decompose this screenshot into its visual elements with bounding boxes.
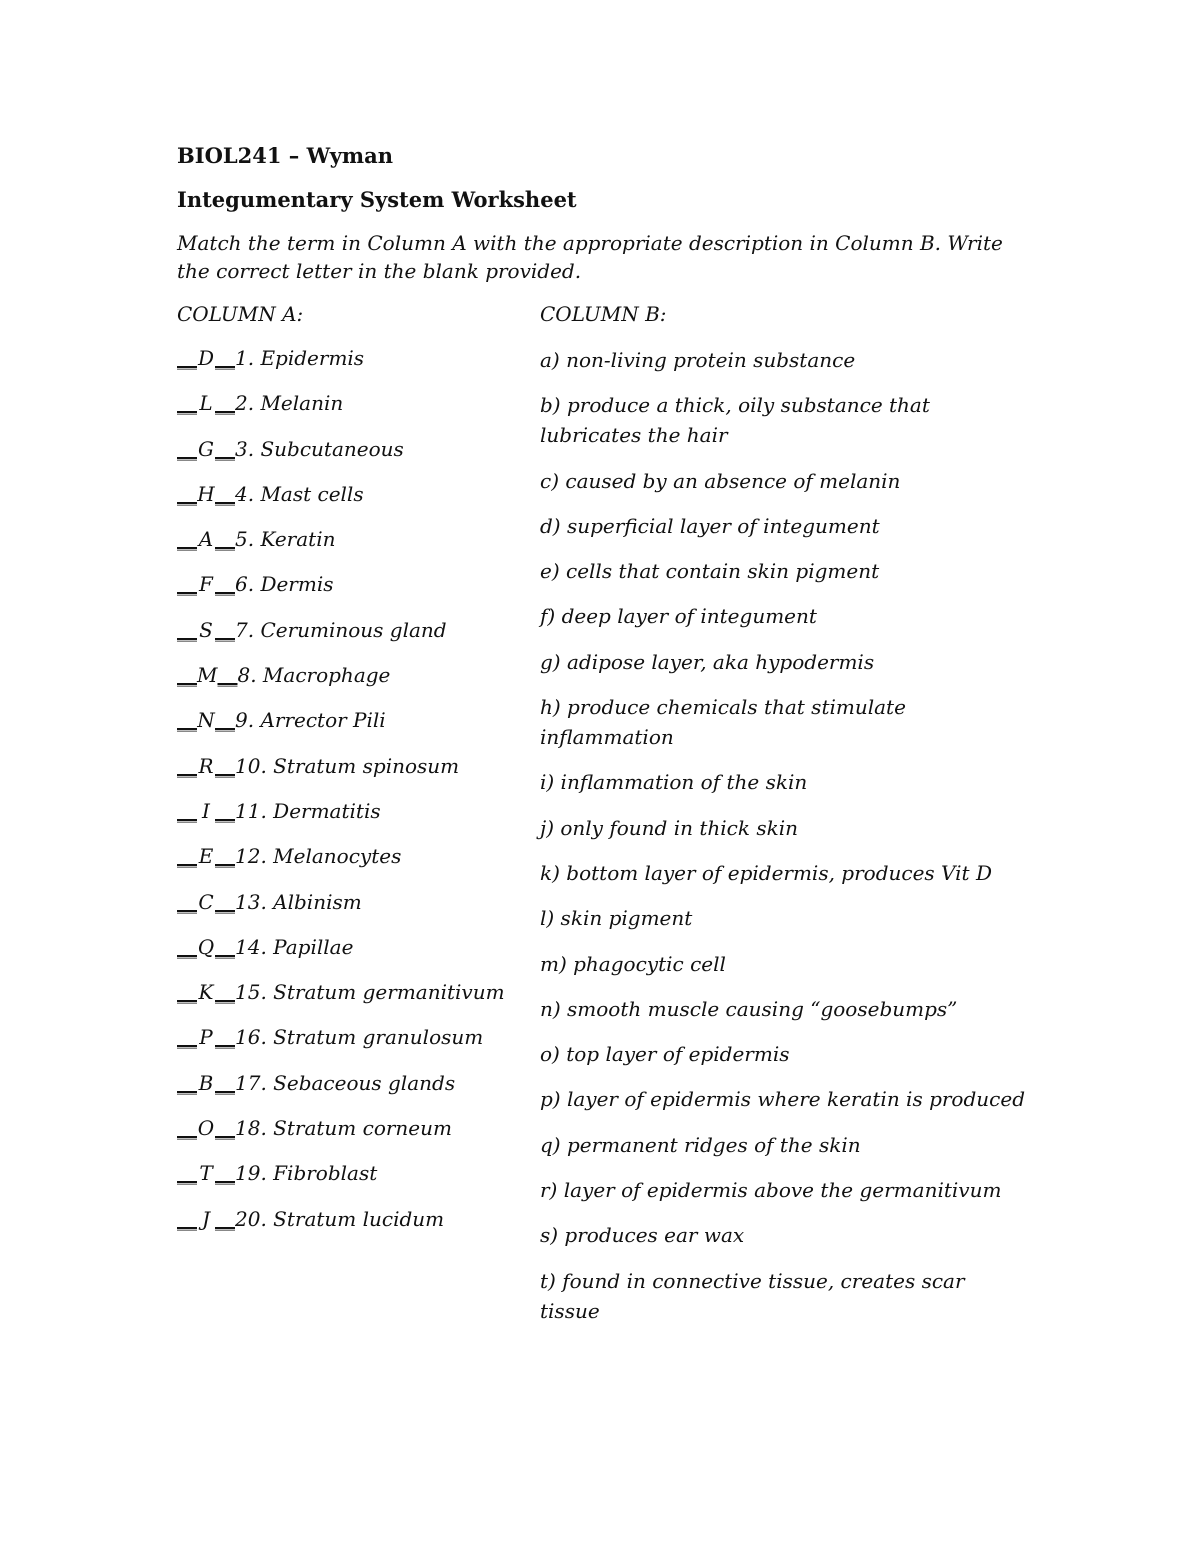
answer-blank[interactable]: __Q__ [177, 934, 235, 959]
answer-blank[interactable]: __E__ [177, 844, 235, 869]
answer-blank[interactable]: __ F __ [177, 572, 235, 597]
answer-blank[interactable]: __N__ [177, 708, 235, 733]
description-item: j) only found in thick skin [540, 815, 798, 840]
description-item: d) superficial layer of integument [540, 513, 880, 538]
description-item: m) phagocytic cell [540, 951, 726, 976]
answer-blank[interactable]: __ I __ [177, 798, 235, 823]
term-item [177, 1070, 505, 1115]
term-item [177, 436, 505, 481]
answer-blank[interactable]: __R__ [177, 753, 235, 778]
description-item: n) smooth muscle causing “goosebumps” [540, 996, 958, 1021]
term-item [177, 390, 505, 435]
term-label: 7. Ceruminous gland [235, 617, 447, 642]
term-item [177, 707, 505, 752]
term-item [177, 1160, 505, 1205]
description-item: q) permanent ridges of the skin [540, 1132, 861, 1157]
description-item: k) bottom layer of epidermis, produces Vit D [540, 860, 992, 885]
term-label: 16. Stratum granulosum [235, 1025, 484, 1050]
term-item [177, 1206, 505, 1251]
term-item [177, 345, 505, 390]
term-label: 2. Melanin [235, 391, 344, 416]
term-item [177, 662, 505, 707]
term-item [177, 798, 505, 843]
term-label: 18. Stratum corneum [235, 1116, 452, 1141]
term-label: 5. Keratin [235, 527, 336, 552]
term-label: 19. Fibroblast [235, 1161, 378, 1186]
term-item [177, 843, 505, 888]
term-item [177, 934, 505, 979]
description-item: e) cells that contain skin pigment [540, 559, 880, 584]
answer-blank[interactable]: __D__ [177, 346, 235, 370]
answer-blank[interactable]: __ S __ [177, 617, 235, 642]
column-a-header: COLUMN A: [177, 302, 304, 326]
description-item: i) inflammation of the skin [540, 770, 808, 795]
description-item: a) non-living protein substance [540, 348, 856, 372]
term-item [177, 571, 505, 616]
term-label: 6. Dermis [235, 572, 334, 597]
description-item: l) skin pigment [540, 906, 693, 931]
term-label: 15. Stratum germanitivum [235, 980, 505, 1005]
term-label: 10. Stratum spinosum [235, 753, 460, 778]
term-item [177, 617, 505, 662]
column-a-list [177, 345, 505, 1251]
answer-blank[interactable]: __C__ [177, 889, 235, 914]
answer-blank[interactable]: __G__ [177, 436, 235, 461]
description-item: g) adipose layer, aka hypodermis [540, 649, 875, 674]
term-label: 8. Macrophage [237, 663, 391, 688]
term-label: 20. Stratum lucidum [235, 1206, 445, 1231]
answer-blank[interactable]: __M__ [177, 663, 238, 688]
term-label: 3. Subcutaneous [235, 436, 404, 461]
description-item: p) layer of epidermis where keratin is produced [540, 1087, 1025, 1112]
description-item: h) produce chemicals that stimulate inflammation [540, 695, 906, 750]
description-item: b) produce a thick, oily substance that lubricates the hair [540, 393, 930, 448]
term-label: 9. Arrector Pili [235, 708, 386, 733]
answer-blank[interactable]: __ P __ [177, 1025, 235, 1050]
description-item: c) caused by an absence of melanin [540, 468, 901, 493]
term-label: 4. Mast cells [235, 481, 364, 506]
term-label: 14. Papillae [235, 934, 354, 959]
term-item [177, 1115, 505, 1160]
answer-blank[interactable]: __H__ [177, 481, 235, 506]
description-item: s) produces ear wax [540, 1223, 745, 1248]
term-item [177, 1024, 505, 1069]
answer-blank[interactable]: __ J __ [177, 1206, 235, 1231]
column-b-list [540, 345, 1030, 1341]
term-label: 17. Sebaceous glands [235, 1070, 456, 1095]
answer-blank[interactable]: __ L __ [177, 391, 235, 416]
term-label: 1. Epidermis [235, 346, 365, 370]
term-label: 11. Dermatitis [235, 798, 381, 823]
term-item [177, 753, 505, 798]
answer-blank[interactable]: __A__ [177, 527, 235, 552]
answer-blank[interactable]: __K__ [177, 980, 235, 1005]
term-item [177, 979, 505, 1024]
instructions: Match the term in Column A with the appropriate description in Column B. Write the correct letter in the blank provided. [177, 231, 1003, 283]
column-b-header: COLUMN B: [540, 302, 667, 326]
description-item: r) layer of epidermis above the germanitivum [540, 1178, 1002, 1203]
term-item [177, 526, 505, 571]
answer-blank[interactable]: __ T __ [177, 1161, 235, 1186]
term-label: 12. Melanocytes [235, 844, 402, 869]
term-item [177, 481, 505, 526]
description-item: f) deep layer of integument [540, 604, 817, 629]
description-item: t) found in connective tissue, creates scar tissue [540, 1268, 965, 1323]
term-item [177, 889, 505, 934]
course-title: BIOL241 – Wyman [177, 143, 394, 168]
description-item: o) top layer of epidermis [540, 1042, 790, 1067]
term-label: 13. Albinism [235, 889, 362, 914]
answer-blank[interactable]: __B__ [177, 1070, 235, 1095]
answer-blank[interactable]: __O__ [177, 1116, 235, 1141]
worksheet-title: Integumentary System Worksheet [177, 187, 577, 212]
